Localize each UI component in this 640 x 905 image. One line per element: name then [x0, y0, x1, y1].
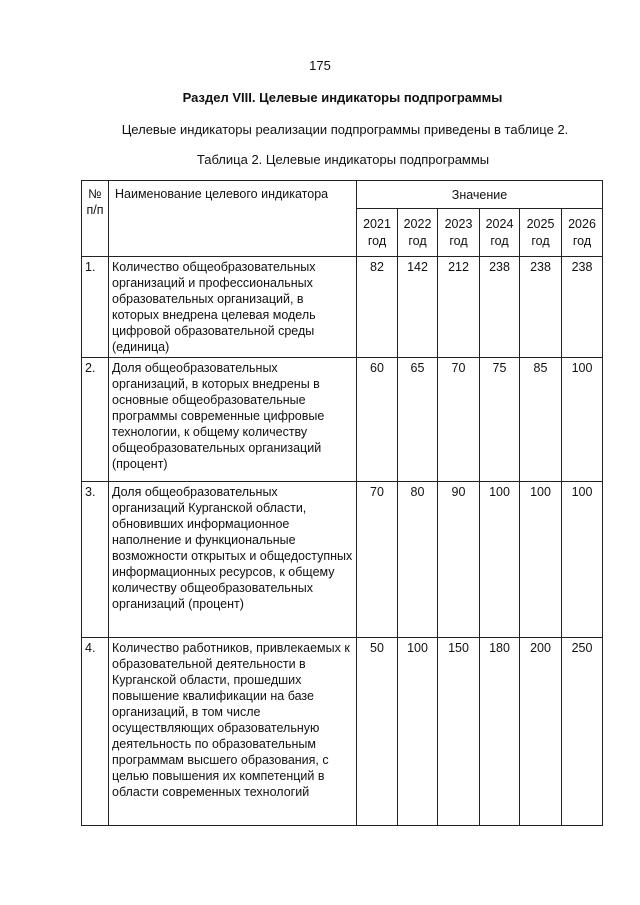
indicator-value: 82: [357, 257, 398, 358]
table-caption: Таблица 2. Целевые индикаторы подпрограммы: [196, 152, 490, 167]
indicator-value: 75: [480, 358, 520, 482]
page-number: 175: [309, 58, 331, 73]
year-header: 2022 год: [398, 209, 438, 257]
indicator-value: 70: [438, 358, 480, 482]
indicator-value: 142: [398, 257, 438, 358]
indicator-value: 100: [562, 358, 603, 482]
row-number: 4.: [82, 638, 109, 826]
year-header: 2025 год: [520, 209, 562, 257]
row-number: 3.: [82, 482, 109, 638]
indicator-value: 70: [357, 482, 398, 638]
year-header: 2021 год: [357, 209, 398, 257]
column-header-number: № п/п: [82, 181, 109, 257]
indicator-name: Доля общеобразовательных организаций Курганской области, обновивших информационное наполнение и функциональные возможности открытых и общедоступных информационных ресурсов, к общему количеству общеобразовательных организаций (процент): [109, 482, 357, 638]
column-header-value: Значение: [357, 181, 603, 209]
indicator-value: 150: [438, 638, 480, 826]
table-row: [82, 482, 603, 638]
indicator-value: 65: [398, 358, 438, 482]
indicator-value: 100: [520, 482, 562, 638]
year-header: 2024 год: [480, 209, 520, 257]
indicator-value: 80: [398, 482, 438, 638]
indicator-name: Доля общеобразовательных организаций, в которых внедрены в основные общеобразовательные программы современные цифровые технологии, к общему количеству общеобразовательных организаций (процент): [109, 358, 357, 482]
indicator-value: 180: [480, 638, 520, 826]
table-row: [82, 257, 603, 358]
table-row: [82, 638, 603, 826]
indicator-value: 212: [438, 257, 480, 358]
indicator-name: Количество общеобразовательных организаций и профессиональных образовательных организаций, в которых внедрена целевая модель цифровой образовательной среды (единица): [109, 257, 357, 358]
indicator-value: 100: [562, 482, 603, 638]
indicator-value: 200: [520, 638, 562, 826]
indicator-value: 85: [520, 358, 562, 482]
indicator-name: Количество работников, привлекаемых к образовательной деятельности в Курганской области, прошедших повышение квалификации на базе организаций, в том числе осуществляющих образовательную деятельность по образовательным программам высшего образования, с целью повышения их компетенций в области современных технологий: [109, 638, 357, 826]
indicator-value: 50: [357, 638, 398, 826]
year-header: 2026 год: [562, 209, 603, 257]
indicator-value: 238: [520, 257, 562, 358]
year-header: 2023 год: [438, 209, 480, 257]
table-row: [82, 358, 603, 482]
section-heading: Раздел VIII. Целевые индикаторы подпрограммы: [182, 90, 503, 105]
row-number: 2.: [82, 358, 109, 482]
intro-text: Целевые индикаторы реализации подпрограммы приведены в таблице 2.: [121, 122, 569, 137]
indicator-value: 60: [357, 358, 398, 482]
row-number: 1.: [82, 257, 109, 358]
indicator-value: 250: [562, 638, 603, 826]
indicator-value: 90: [438, 482, 480, 638]
indicator-value: 238: [562, 257, 603, 358]
indicator-value: 238: [480, 257, 520, 358]
indicator-value: 100: [398, 638, 438, 826]
indicators-table: [81, 180, 603, 826]
column-header-name: Наименование целевого индикатора: [109, 181, 357, 257]
indicator-value: 100: [480, 482, 520, 638]
